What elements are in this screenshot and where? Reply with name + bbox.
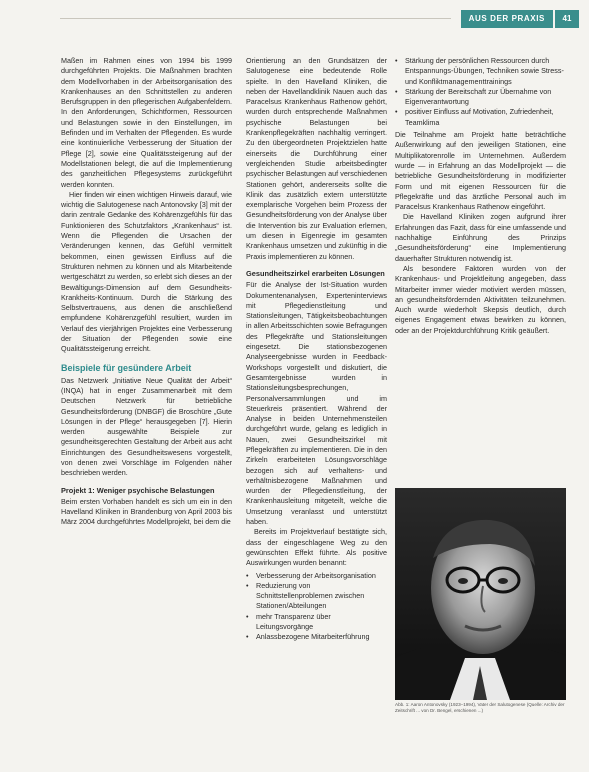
paragraph: Das Netzwerk „Initiative Neue Qualität der Arbeit“ (INQA) hat in enger Zusammenarbeit mit dem Deutschen Netzwerk für betriebliche Gesundheitsförderung (DNBGF) die Broschüre „Gute Lösungen in der Pflege“ herausgegeben [7]. Hierin werden ausgewählte Beispiele zur gesundheitsgerechten Gestaltung der Arbeit aus acht Einrichtungen des Gesundheitswesens vorgestellt, von denen zwei Vorschläge im Folgenden näher beschrieben werden. [61,375,232,478]
page-header [0,10,589,28]
page-number: 41 [555,10,579,28]
text-column-2 [246,56,387,645]
subsection-heading: Projekt 1: Weniger psychische Belastungen [61,485,215,495]
paragraph: Beim ersten Vorhaben handelt es sich um ein in den Havelland Kliniken in Brandenburg von April 2003 bis März 2004 durchgeführtes Modellprojekt, bei dem die [61,496,232,527]
photo-caption: Abb. 1: Aaron Antonovsky (1923–1994), Vater der Salutogenese (Quelle: Archiv der Zeitschrift ... von Dr. Bengel, erschienen ...) [395,702,565,713]
header-rule [60,18,451,19]
list-item: • Anlassbezogene Mitarbeiterführung [246,632,387,642]
portrait-illustration [395,488,566,700]
list-item: • Stärkung der Bereitschaft zur Übernahme von Eigenverantwortung [395,87,566,108]
paragraph: Maßen im Rahmen eines von 1994 bis 1999 durchgeführten Projekts. Die Maßnahmen brachten dem Modellvorhaben in der Arbeitsorganisation des Krankenhauses an den Schnittstellen zu anderen Berufsgruppen in den pflegerischen Aufgabenfeldern. In den Anforderungen, Schichtformen, Ressourcen und Belastungen sowie in den Einstellungen, im Befinden und im Verhalten der Pflegenden. Es wurde eine kontinuierliche Verbesserung der Situation der Pflege [2], sowie eine Qualitätssteigerung auf der Modellstationen belegt, die auf die Implementierung des ganzheitlichen Pflegesystems zurückgeführt werden konnten. [61,56,232,189]
paragraph: Hier finden wir einen wichtigen Hinweis darauf, wie wichtig die Salutogenese nach Antonovsky [3] mit der darin zentrale Gedanke des Kohärenzgefühls für das Funktionieren des Schutzfaktors „Krankenhaus“ ist. Wenn die Pflegenden die Ursachen der Veränderungen kennen, das Gefühl vermittelt bekommen, einen gewissen Einfluss auf die Strukturen nehmen zu können und als Mitarbeitende wertgeschätzt zu werden, so erlebt sich dieses an der Bewältigungs-Dimension auf dem Gesundheits-Krankheits-Kontinuum. Durch die Stärkung des Selbstvertrauens, aus denen die anschließend empfundene Kohärenzgefühl resultiert, wurden im Verlauf des vierjährigen Projektes eine Verbesserung der Situation der Pflegenden sowie eine Qualitätssteigerung erreicht. [61,189,232,354]
list-item: • mehr Transparenz über Leitungsvorgänge [246,612,387,633]
text-column-3 [395,56,566,336]
text-column-1 [61,56,232,528]
list-item: • Stärkung der persönlichen Ressourcen durch Entspannungs-Übungen, Techniken sowie Stress- und Konfliktmanagementtrainings [395,56,566,87]
paragraph: Als besondere Faktoren wurden von der Krankenhaus- und Projektleitung angegeben, dass Mitarbeiter immer wieder motiviert werden müssen, an gesundheitsfördernden Aktivitäten teilzunehmen. Auch wurde wiederholt Skepsis deutlich, durch eigenes Engagement etwas bewirken zu können, oder an der Projektdurchführung Kritik geäußert. [395,263,566,335]
portrait-photo [395,488,566,700]
section-heading: Beispiele für gesündere Arbeit [61,362,192,373]
subsection-heading: Gesundheitszirkel erarbeiten Lösungen [246,268,385,278]
effects-list-continued [395,56,566,128]
paragraph: Für die Analyse der Ist-Situation wurden Dokumentenanalysen, Experteninterviews mit Pflegedienstleitung und Stationsleitungen, Tätigkeitsbeobachtungen in allen Arbeitsschichten sowie Befragungen des Pflegekräfte und Stationsleitungen eingesetzt. Die stationsbezogenen Analyseergebnisse wurden in Feedback-Workshops vorgestellt und diskutiert, die Gesamtergebnisse wurden in Stationsleitungsbesprechungen, Personalversammlungen und im Steuerkreis präsentiert. Während der Analyse in beiden Unternehmensteilen durchgeführt wurde, gelang es lediglich in Nauen, zwei Gesundheitszirkel mit Pflegekräften zu implementieren. Die in den Zirkeln erarbeiteten Lösungsvorschläge bezogen sich auf verhaltens- und verhältnisbezogene Maßnahmen und wurden der Pflegedienstleitung, der Krankenhausleitung mitgeteilt, welche die Umsetzung veranlasst und unterstützt haben. [246,280,387,527]
section-tag: AUS DER PRAXIS [461,10,553,28]
paragraph: Orientierung an den Grundsätzen der Salutogenese eine bedeutende Rolle spielte. In den Havelland Kliniken, die neben der Havellandklinik Nauen auch das Paracelsus Krankenhaus Rathenow gehört, wurden durch entsprechende Maßnahmen psychische Belastungen bei Krankenpflegekräften nachhaltig verringert. Zu den übergeordneten Projektzielen hatte einerseits die Durchführung einer vergleichenden Studie arbeitsbedingter psychischer Belastungen auf verschiedenen Stationen gehört, andererseits sollte die Klinik das zusätzlich extern unterstützte exemplarische Vorgehen beim Prozess der Gesundheitsförderung von der Analyse über die Intervention bis zur Evaluation erlernen, um diesen in Eigenregie im gesamten Krankenhaus umsetzen und zukünftig in die Praxis implementieren zu können. [246,56,387,261]
paragraph: Die Havelland Kliniken zogen aufgrund ihrer Erfahrungen das Fazit, dass für eine umfassende und nachhaltige Einführung des Prinzips „Gesundheitsförderung“ eine Implementierung dauerhafter Strukturen notwendig ist. [395,212,567,263]
list-item: • Reduzierung von Schnittstellenproblemen zwischen Stationen/Abteilungen [246,581,387,612]
list-item: • positiver Einfluss auf Motivation, Zufriedenheit, Teamklima [395,107,566,128]
paragraph: Die Teilnahme am Projekt hatte beträchtliche Außenwirkung auf den jeweiligen Stationen, eine Multiplikatorenrolle im Unternehmen. Außerdem wurde — in Erfahrung an das Modellprojekt — die betriebliche Gesundheitsförderung in modifizierter Form und mit eigenen Ressourcen für die Pflegekräfte und das ärztliche Personal auch im Paracelsus Krankenhaus Rathenow eingeführt. [395,130,566,212]
paragraph: Bereits im Projektverlauf bestätigte sich, dass der eingeschlagene Weg zu den gewünschten Effekt führte. Als positive Auswirkungen wurden benannt: [246,527,387,568]
effects-list [246,571,387,643]
list-item: • Verbesserung der Arbeitsorganisation [246,571,387,581]
